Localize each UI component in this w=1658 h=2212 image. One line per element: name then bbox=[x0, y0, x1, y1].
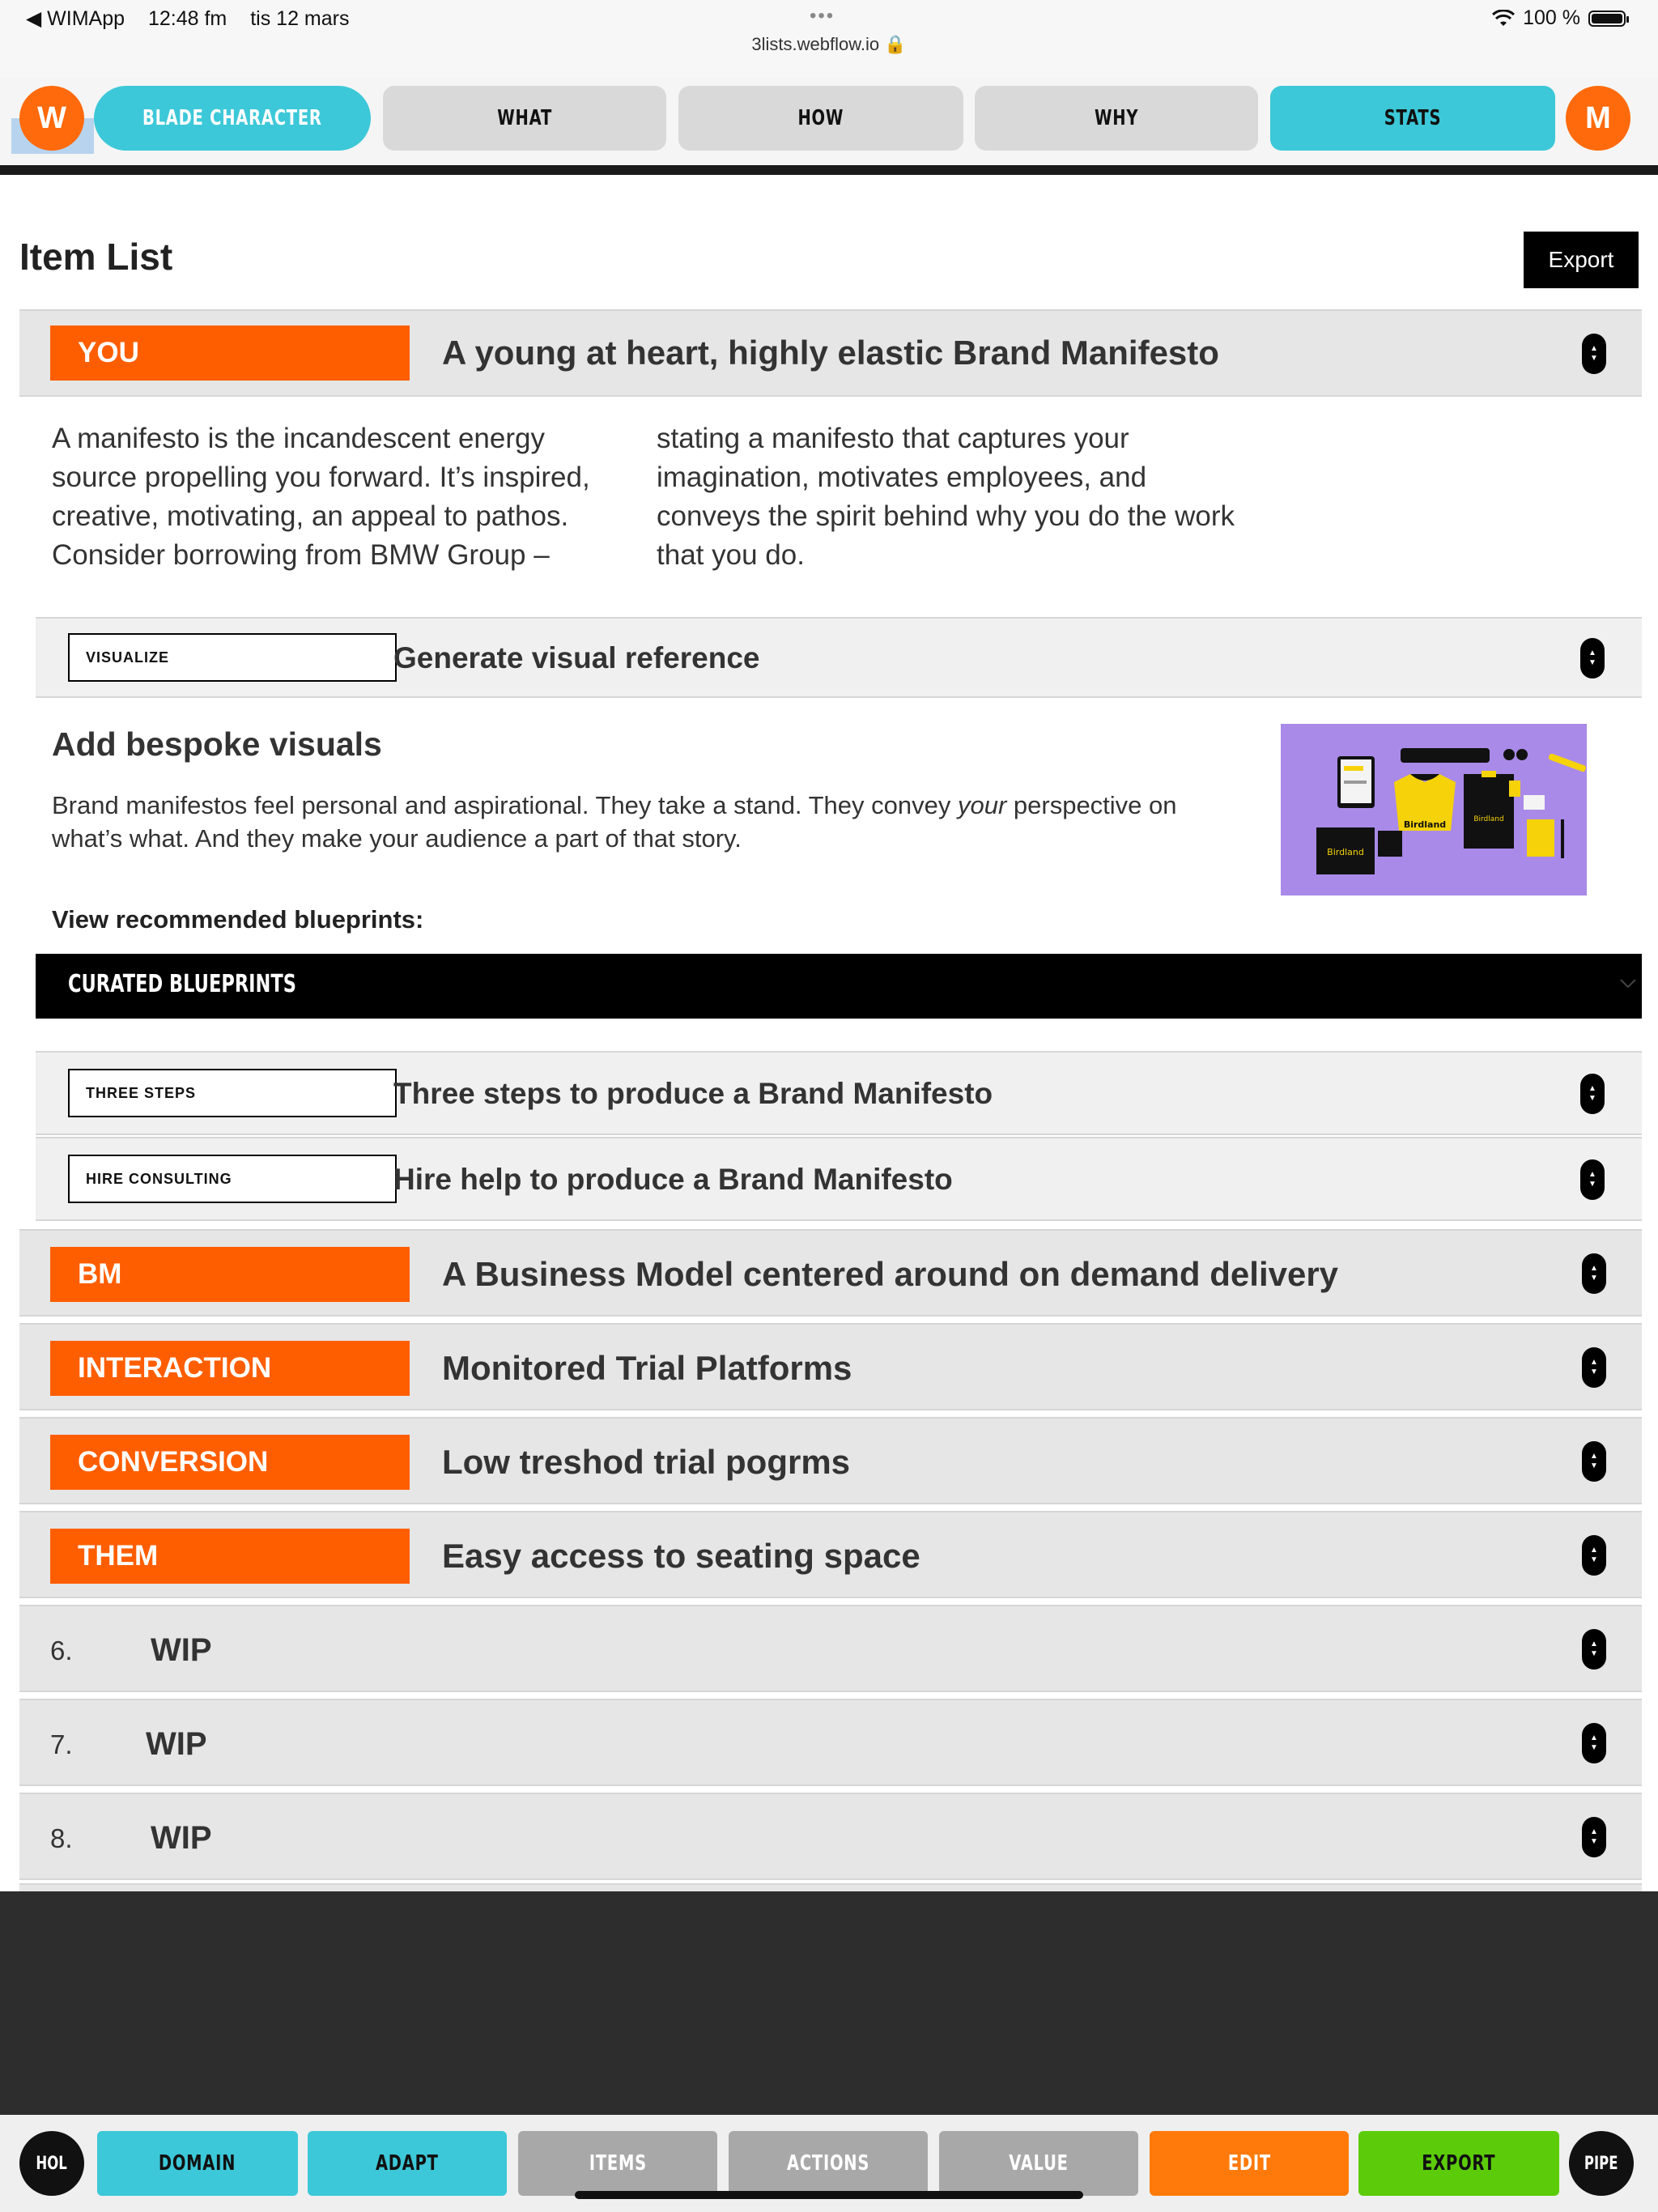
nav-divider bbox=[0, 165, 1658, 175]
export-toolbar-button[interactable] bbox=[1358, 2131, 1559, 2196]
dark-panel bbox=[0, 1891, 1658, 2115]
mockup-bag-text: Birdland bbox=[1473, 815, 1504, 823]
left-avatar-wrap bbox=[11, 86, 94, 155]
items-button-label: ITEMS bbox=[589, 2151, 647, 2176]
row-number: 7. bbox=[50, 1729, 73, 1759]
page-title: Item List bbox=[19, 236, 173, 278]
adapt-button-label: ADAPT bbox=[376, 2151, 439, 2176]
manifesto-col-2: stating a manifesto that captures your imagination, motivates employees, and conveys the spirit behind why you do the work that you do. bbox=[657, 423, 1235, 571]
value-button-label: VALUE bbox=[1009, 2151, 1069, 2176]
item-title: Low treshod trial pogrms bbox=[442, 1443, 851, 1481]
item-title: A young at heart, highly elastic Brand Manifesto bbox=[442, 334, 1219, 372]
item-tag: BM bbox=[50, 1247, 410, 1302]
status-right bbox=[1492, 6, 1626, 30]
tab-blade-character[interactable] bbox=[94, 86, 371, 151]
sort-icon[interactable]: ▲ ▼ bbox=[1580, 638, 1605, 678]
item-row-you[interactable] bbox=[19, 309, 1642, 397]
blueprint-title: Three steps to produce a Brand Manifesto bbox=[393, 1077, 993, 1110]
manifesto-col-1: A manifesto is the incandescent energy source propelling you forward. It’s inspired, creative, motivating, an appeal to pathos. Consider borrowing from BMW Group – bbox=[52, 423, 590, 571]
edit-button[interactable] bbox=[1150, 2131, 1349, 2196]
item-row-interaction[interactable] bbox=[19, 1323, 1642, 1410]
item-tag: THEM bbox=[50, 1529, 410, 1584]
mockup-brand-text: Birdland bbox=[1403, 819, 1447, 830]
blueprint-tag: THREE STEPS bbox=[68, 1069, 397, 1117]
tab-why[interactable] bbox=[975, 86, 1258, 151]
hol-button[interactable] bbox=[19, 2131, 84, 2196]
visualize-title: Generate visual reference bbox=[393, 641, 760, 674]
wip-row-8[interactable] bbox=[19, 1793, 1642, 1880]
tab-stats[interactable] bbox=[1270, 86, 1555, 151]
pipe-button-label: PIPE bbox=[1584, 2153, 1618, 2174]
sort-icon[interactable]: ▲ ▼ bbox=[1580, 1159, 1605, 1200]
tab-what-label: WHAT bbox=[497, 106, 552, 130]
brand-visual-image bbox=[1281, 724, 1587, 895]
row-label: WIP bbox=[151, 1632, 212, 1668]
export-toolbar-button-label: EXPORT bbox=[1422, 2151, 1496, 2176]
tab-how[interactable] bbox=[678, 86, 963, 151]
item-title: Monitored Trial Platforms bbox=[442, 1349, 852, 1387]
blueprint-tag: HIRE CONSULTING bbox=[68, 1155, 397, 1203]
tab-blade-character-label: BLADE CHARACTER bbox=[142, 106, 322, 130]
visualize-tag: VISUALIZE bbox=[68, 633, 397, 682]
sort-icon[interactable]: ▲ ▼ bbox=[1582, 1817, 1606, 1857]
edit-button-label: EDIT bbox=[1227, 2151, 1271, 2176]
item-title: A Business Model centered around on demand delivery bbox=[442, 1255, 1339, 1293]
tab-why-label: WHY bbox=[1094, 106, 1139, 130]
domain-button[interactable] bbox=[97, 2131, 298, 2196]
bespoke-title: Add bespoke visuals bbox=[52, 725, 382, 763]
sort-icon[interactable]: ▲ ▼ bbox=[1582, 1441, 1606, 1482]
tab-stats-label: STATS bbox=[1384, 106, 1442, 130]
right-avatar[interactable]: M bbox=[1566, 86, 1630, 151]
sort-icon[interactable]: ▲ ▼ bbox=[1582, 1629, 1606, 1670]
status-left bbox=[26, 6, 367, 31]
row-number: 6. bbox=[50, 1636, 73, 1665]
wip-row-7[interactable] bbox=[19, 1699, 1642, 1786]
curated-blueprints-dropdown[interactable] bbox=[36, 954, 1642, 1019]
export-button[interactable]: Export bbox=[1524, 232, 1639, 288]
row-label: WIP bbox=[146, 1726, 207, 1762]
item-tag: YOU bbox=[50, 325, 410, 381]
sort-icon[interactable]: ▲ ▼ bbox=[1582, 1347, 1606, 1388]
item-tag: INTERACTION bbox=[50, 1341, 410, 1396]
sort-icon[interactable]: ▲ ▼ bbox=[1580, 1074, 1605, 1114]
browser-menu-dots[interactable]: ••• bbox=[810, 5, 835, 27]
blueprint-row-three-steps[interactable] bbox=[36, 1051, 1642, 1135]
item-title: Easy access to seating space bbox=[442, 1537, 920, 1575]
url-bar[interactable]: 3lists.webflow.io 🔒 bbox=[751, 34, 907, 54]
back-to-app-link[interactable]: ◀ WIMApp bbox=[26, 7, 125, 30]
domain-button-label: DOMAIN bbox=[159, 2151, 236, 2176]
item-row-them[interactable] bbox=[19, 1511, 1642, 1598]
item-tag: CONVERSION bbox=[50, 1435, 410, 1490]
left-avatar[interactable]: W bbox=[19, 86, 84, 151]
sort-icon[interactable]: ▲ ▼ bbox=[1582, 1723, 1606, 1763]
blueprint-row-hire-consulting[interactable] bbox=[36, 1137, 1642, 1221]
chevron-down-icon bbox=[1619, 978, 1637, 989]
status-bar bbox=[0, 0, 1658, 78]
tab-what[interactable] bbox=[383, 86, 666, 151]
row-label: WIP bbox=[151, 1820, 212, 1856]
status-date: tis 12 mars bbox=[250, 7, 350, 30]
hol-button-label: HOL bbox=[36, 2153, 68, 2174]
item-row-bm[interactable] bbox=[19, 1229, 1642, 1317]
brand-mockup-illustration bbox=[1281, 724, 1587, 895]
pipe-button[interactable] bbox=[1569, 2131, 1634, 2196]
actions-button-label: ACTIONS bbox=[786, 2151, 870, 2176]
blueprints-label: View recommended blueprints: bbox=[52, 905, 424, 934]
bespoke-text-a: Brand manifestos feel personal and aspirational. They take a stand. They convey bbox=[52, 791, 958, 819]
actions-button[interactable] bbox=[729, 2131, 928, 2196]
visualize-row[interactable] bbox=[36, 617, 1642, 698]
curated-blueprints-label: CURATED BLUEPRINTS bbox=[68, 970, 296, 998]
bespoke-text-b: perspective on what’s what. And they make your audience a part of that story. bbox=[52, 791, 1177, 853]
adapt-button[interactable] bbox=[308, 2131, 507, 2196]
bespoke-text bbox=[52, 789, 1250, 855]
item-row-conversion[interactable] bbox=[19, 1417, 1642, 1504]
sort-icon[interactable]: ▲ ▼ bbox=[1582, 1535, 1606, 1576]
mockup-box-text: Birdland bbox=[1327, 847, 1364, 857]
battery-icon bbox=[1588, 11, 1626, 27]
battery-percent: 100 % bbox=[1523, 6, 1580, 29]
blueprint-title: Hire help to produce a Brand Manifesto bbox=[393, 1163, 953, 1196]
tab-how-label: HOW bbox=[797, 106, 844, 130]
bespoke-text-em: your bbox=[957, 791, 1007, 819]
items-button[interactable] bbox=[518, 2131, 717, 2196]
status-time: 12:48 fm bbox=[147, 7, 227, 30]
sort-icon[interactable]: ▲ ▼ bbox=[1582, 334, 1606, 374]
value-button[interactable] bbox=[939, 2131, 1138, 2196]
wip-row-6[interactable] bbox=[19, 1605, 1642, 1692]
wifi-icon bbox=[1492, 10, 1515, 28]
row-number: 8. bbox=[50, 1823, 73, 1853]
home-indicator[interactable] bbox=[575, 2191, 1083, 2199]
sort-icon[interactable]: ▲ ▼ bbox=[1582, 1253, 1606, 1294]
